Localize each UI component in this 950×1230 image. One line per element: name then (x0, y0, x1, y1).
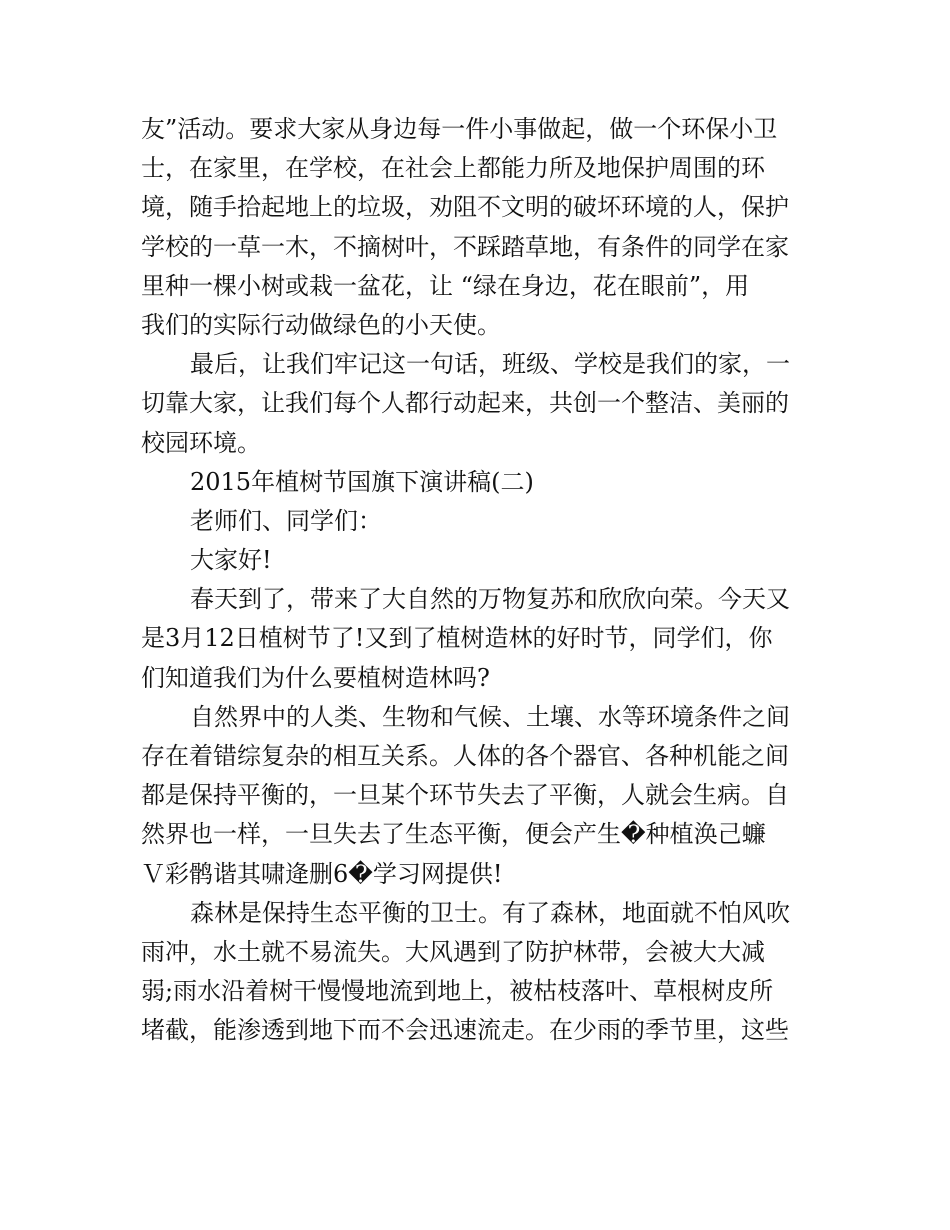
text-line: 里种一棵小树或栽一盆花，让 “绿在身边，花在眼前”，用 (141, 271, 750, 300)
text-line: 友”活动。要求大家从身边每一件小事做起，做一个环保小卫 (141, 115, 778, 143)
text-line: 都是保持平衡的，一旦某个环节失去了平衡，人就会生病。自 (141, 781, 789, 810)
text-line: 们知道我们为什么要植树造林吗? (141, 663, 490, 692)
text-line: 雨冲，水土就不易流失。大风遇到了防护林带，会被大大减 (141, 937, 765, 966)
text-line: 是3月12日植树节了!又到了植树造林的好时节，同学们，你 (141, 624, 773, 653)
text-line: 士，在家里，在学校，在社会上都能力所及地保护周围的环 (141, 154, 765, 183)
text-line: 堵截，能渗透到地下而不会迅速流走。在少雨的季节里，这些 (141, 1016, 789, 1045)
text-line: 学校的一草一木，不摘树叶，不踩踏草地，有条件的同学在家 (141, 232, 789, 261)
text-line: 弱;雨水沿着树干慢慢地流到地上，被枯枝落叶、草根树皮所 (141, 977, 774, 1006)
greeting: 大家好! (190, 546, 272, 575)
paragraph-first-line: 森林是保持生态平衡的卫士。有了森林，地面就不怕风吹 (190, 898, 790, 927)
text-line: Ｖ彩鹘谐其啸逄删6�学习网提供! (141, 859, 503, 888)
text-line: 境，随手拾起地上的垃圾，劝阻不文明的破坏环境的人，保护 (141, 193, 789, 222)
paragraph-first-line: 自然界中的人类、生物和气候、土壤、水等环境条件之间 (190, 702, 790, 731)
salutation: 老师们、同学们： (190, 506, 382, 535)
paragraph-first-line: 最后，让我们牢记这一句话，班级、学校是我们的家，一 (190, 350, 790, 379)
text-line: 我们的实际行动做绿色的小天使。 (141, 310, 501, 339)
paragraph-first-line: 春天到了，带来了大自然的万物复苏和欣欣向荣。今天又 (190, 585, 790, 614)
text-line: 然界也一样，一旦失去了生态平衡，便会产生�种植涣己蠊 (141, 820, 766, 849)
document-body (141, 110, 811, 1051)
section-title: 2015年植树节国旗下演讲稿(二) (190, 467, 534, 496)
text-line: 校园环境。 (141, 428, 261, 457)
text-line: 切靠大家，让我们每个人都行动起来，共创一个整洁、美丽的 (141, 389, 789, 418)
text-line: 存在着错综复杂的相互关系。人体的各个器官、各种机能之间 (141, 742, 789, 770)
